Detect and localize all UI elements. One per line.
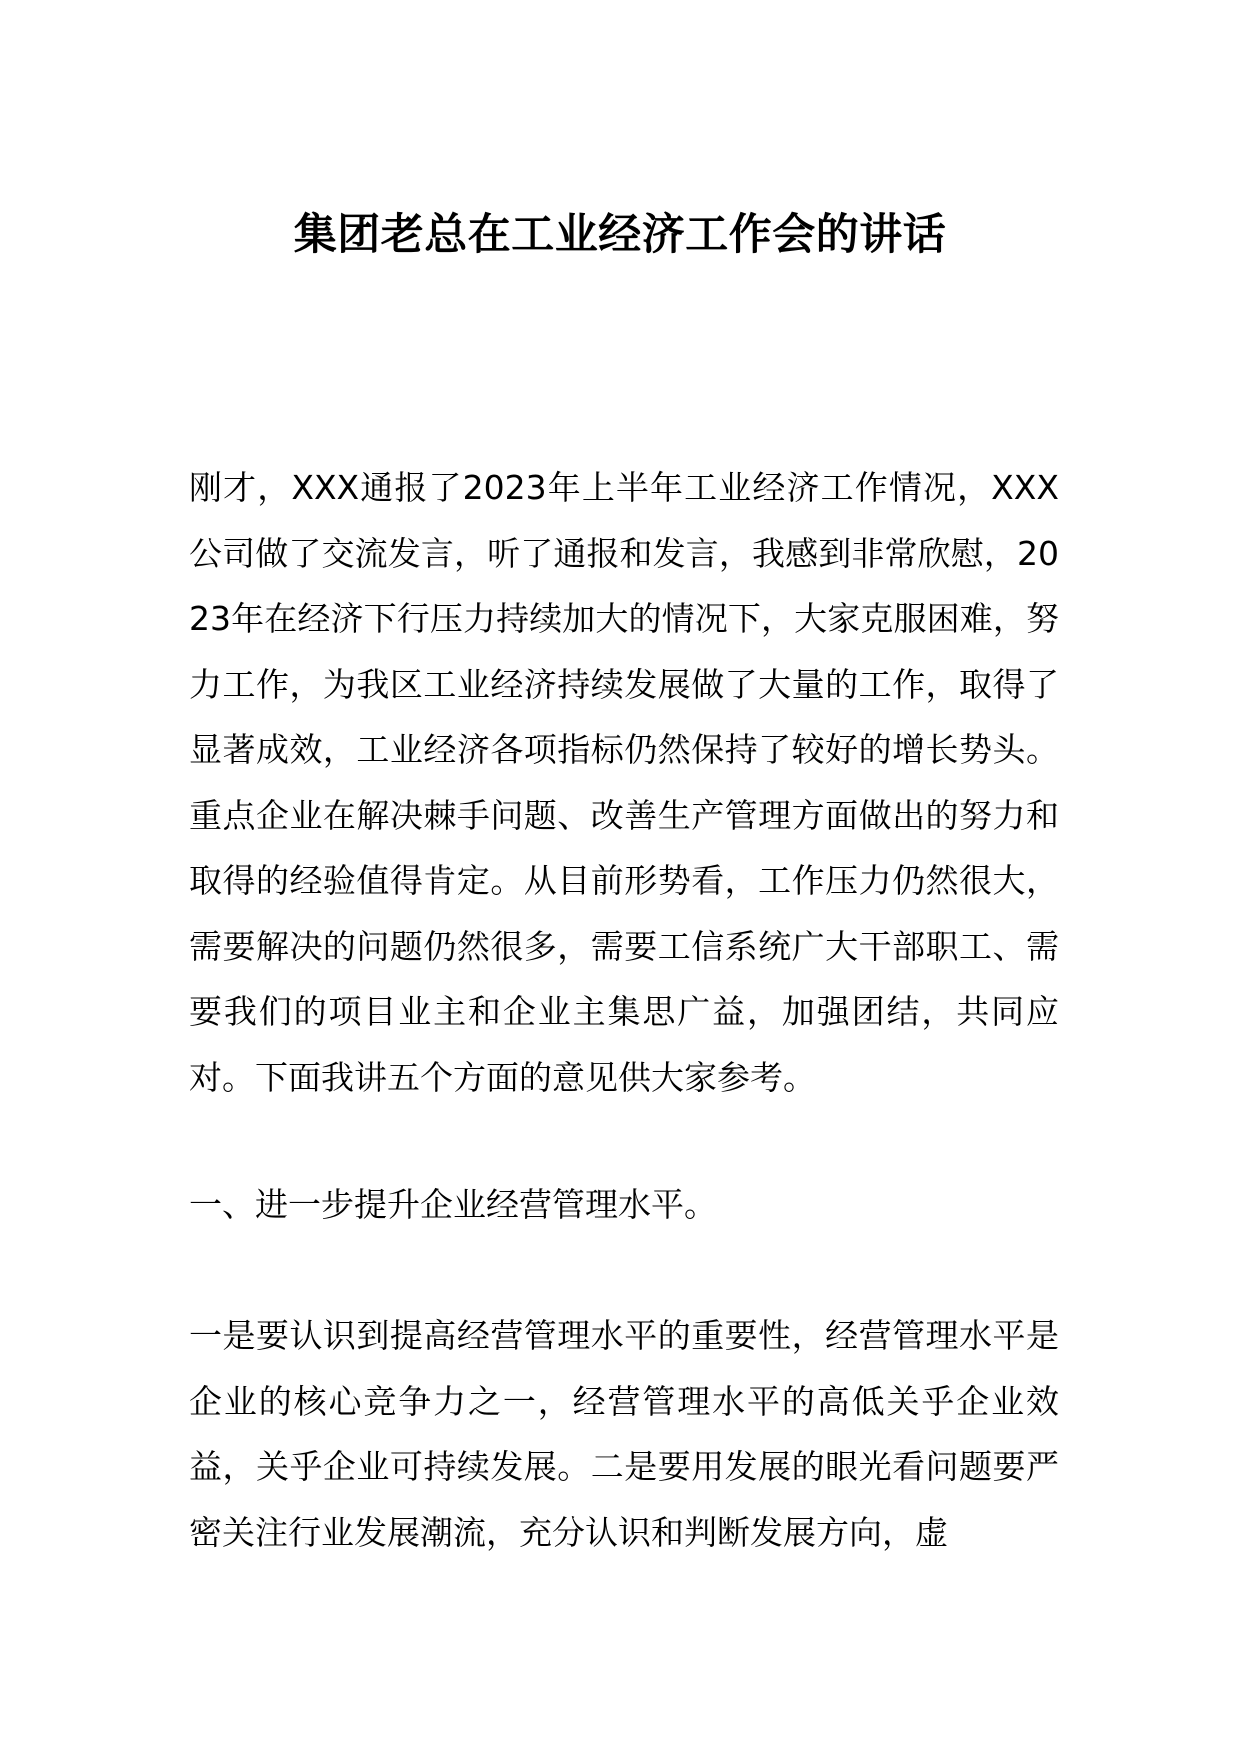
section-heading-1: 一、进一步提升企业经营管理水平。: [189, 1185, 717, 1224]
section-1-paragraph: 一是要认识到提高经营管理水平的重要性，经营管理水平是企业的核心竞争力之一，经营管理水平的高低关乎企业效益，关乎企业可持续发展。二是要用发展的眼光看问题要严密关注行业发展潮流，充分认识和判断发展方向，虚: [189, 1316, 1059, 1552]
document-title: 集团老总在工业经济工作会的讲话: [293, 210, 947, 260]
intro-paragraph: 刚才，XXX通报了2023年上半年工业经济工作情况，XXX公司做了交流发言，听了通报和发言，我感到非常欣慰，2023年在经济下行压力持续加大的情况下，大家克服困难，努力工作，为我区工业经济持续发展做了大量的工作，取得了显著成效，工业经济各项指标仍然保持了较好的增长势头。重点企业在解决棘手问题、改善生产管理方面做出的努力和取得的经验值得肯定。从目前形势看，工作压力仍然很大，需要解决的问题仍然很多，需要工信系统广大干部职工、需要我们的项目业主和企业主集思广益，加强团结，共同应对。下面我讲五个方面的意见供大家参考。: [189, 468, 1059, 1097]
